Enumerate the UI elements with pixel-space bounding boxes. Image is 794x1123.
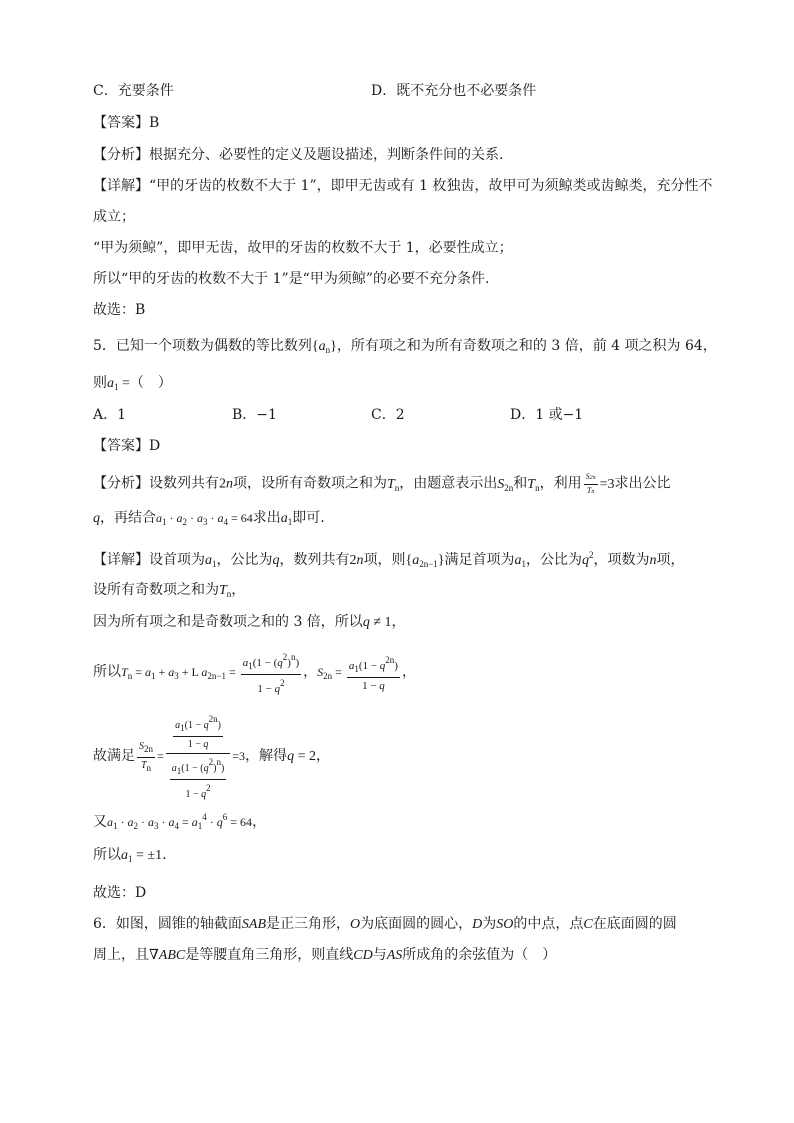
- text: 求出: [252, 510, 281, 526]
- text: 故满足: [93, 747, 135, 764]
- math-cd: CD: [353, 948, 373, 963]
- q5-option-c: C．2: [371, 407, 405, 423]
- q6-stem-1: [93, 914, 677, 935]
- math-n: n: [649, 553, 657, 568]
- text: 和: [513, 475, 528, 492]
- math-as: AS: [386, 948, 403, 963]
- math-q2: $q^2$: [582, 550, 594, 568]
- text: 项，: [656, 552, 685, 568]
- answer-label: 【答案】: [93, 438, 149, 454]
- q5-analysis-2: [93, 508, 325, 532]
- q5-detail-1: [93, 545, 685, 574]
- text: ，再结合: [100, 510, 156, 526]
- math-2n: 2n: [349, 553, 364, 568]
- math-q: q: [272, 553, 280, 568]
- text: .: [162, 847, 167, 863]
- q5-analysis-1: [93, 472, 671, 498]
- math-d: D: [472, 917, 483, 932]
- stem-text: ，所有项之和为所有奇数项之和的 3 倍，前 4 项之积为 64，: [336, 338, 717, 354]
- q5-answer: [93, 436, 160, 456]
- math-s2n-formula: $S_{2n}$ = $\frac{a_1(1 - q^{2n})}{1 - q}$: [317, 655, 398, 692]
- text: ，: [252, 814, 267, 830]
- analysis-text: 根据充分、必要性的定义及题设描述，判断条件间的关系.: [149, 147, 504, 163]
- text: ，: [315, 747, 330, 764]
- math-s2n: $S_{2n}$: [497, 476, 514, 493]
- option-d: D．既不充分也不必要条件: [371, 83, 537, 99]
- text: ，由题意表示出: [399, 475, 498, 492]
- stem-text: （ ）: [129, 375, 172, 391]
- text: 因为所有项之和是奇数项之和的 3 倍，所以: [93, 614, 363, 630]
- text: ，: [231, 582, 246, 598]
- math-tn: $T_n$: [219, 583, 232, 599]
- text: ，: [391, 614, 406, 630]
- text: 求出公比: [614, 475, 671, 492]
- q6-stem-2: [93, 945, 556, 966]
- math-seq: $\{a_n\}$: [311, 339, 337, 355]
- detail-text: “甲的牙齿的枚数不大于 1”，即甲无齿或有 1 枚独齿，故甲可为须鲸类或齿鲸类，充分性不: [149, 178, 713, 194]
- text: 设首项为: [149, 552, 205, 568]
- text: 即可.: [292, 510, 325, 526]
- q4-detail-3: “甲为须鲸”，即甲无齿，故甲的牙齿的枚数不大于 1，必要性成立；: [93, 240, 513, 256]
- math-q-eq-2: q = 2: [287, 748, 316, 764]
- text: 在底面圆的圆: [592, 916, 677, 932]
- q4-choice: 故选：B: [93, 302, 146, 318]
- math-a1: $a_1$: [280, 511, 293, 527]
- q5-stem-1: [93, 336, 717, 360]
- text: 与: [372, 947, 387, 963]
- text: ，项数为: [593, 552, 650, 568]
- q5-detail-3: [93, 612, 406, 633]
- q5-stem-2: [93, 373, 172, 397]
- text: 为底面圆的圆心，: [360, 916, 473, 932]
- text: 所成角的余弦值为（ ）: [402, 947, 557, 963]
- math-2n: 2n: [219, 476, 233, 492]
- stem-text: 5．已知一个项数为偶数的等比数列: [93, 338, 312, 354]
- text: 6．如图，圆锥的轴截面: [93, 916, 242, 932]
- math-q-neq-1: q ≠ 1: [362, 615, 392, 630]
- q5-option-b: B．−1: [232, 407, 277, 423]
- text: 又: [93, 814, 107, 830]
- math-a1: $a_1$ =: [107, 376, 130, 392]
- text: ，数列共有: [279, 552, 350, 568]
- math-triangle-abc: ∇ABC: [149, 948, 186, 963]
- text: ，公比为: [216, 552, 273, 568]
- math-q: q: [93, 511, 100, 526]
- math-c: C: [583, 917, 593, 932]
- text: 是正三角形，: [266, 916, 351, 932]
- math-odd-seq: $\{a_{2n-1}\}$: [405, 553, 445, 569]
- q4-detail-1: [93, 176, 712, 196]
- math-product-eq: $a_1 \cdot a_2 \cdot a_3 \cdot a_4 = a_1^4 \cdot q^6 = 64$: [107, 812, 253, 831]
- text: ，利用: [539, 475, 582, 492]
- q5-detail-2: [93, 580, 245, 604]
- math-sab: SAB: [241, 917, 267, 932]
- text: 所以: [93, 847, 121, 863]
- q5-choice: 故选：D: [93, 885, 147, 901]
- answer-label: 【答案】: [93, 115, 149, 131]
- text: 是等腰直角三角形，则直线: [185, 947, 354, 963]
- q5-detail-7: [93, 845, 167, 869]
- q4-answer: [93, 113, 159, 133]
- text: 项，设所有奇数项之和为: [233, 475, 387, 492]
- q5-option-d: D．1 或−1: [510, 407, 584, 423]
- math-o: O: [350, 917, 361, 932]
- math-product: $a_1 \cdot a_2 \cdot a_3 \cdot a_4 = 64$: [156, 511, 253, 527]
- text: 设数列共有: [149, 475, 219, 492]
- detail-label: 【详解】: [93, 178, 149, 194]
- math-tn: $T_n$: [387, 476, 400, 493]
- answer-value: D: [149, 438, 161, 454]
- text: 的中点，点: [513, 916, 584, 932]
- text: 所以: [93, 663, 121, 680]
- math-a1: $a_1$: [205, 553, 217, 569]
- text: 项，则: [363, 552, 406, 568]
- math-a1-result: $a_1 = \pm 1$: [121, 848, 163, 864]
- math-ratio-full: $\frac{S2n}{Tn}$ = $\frac{\frac{a1(1 - q2n)}{1 - q}}{\frac{a1(1 - (q2)n)}{1 - q2}}$ =3: [139, 714, 246, 800]
- analysis-label: 【分析】: [93, 147, 149, 163]
- math-ratio: $\frac{S2n}{Tn}$ =3: [585, 472, 615, 495]
- text: ，公比为: [526, 552, 583, 568]
- q5-detail-5: [93, 712, 330, 800]
- math-tn: $T_n$: [527, 476, 540, 493]
- option-c: C．充要条件: [93, 83, 174, 99]
- text: 为: [482, 916, 497, 932]
- text: 周上，且: [93, 947, 149, 963]
- q4-detail-4: 所以“甲的牙齿的枚数不大于 1”是“甲为须鲸”的必要不充分条件.: [93, 271, 490, 287]
- math-tn-formula: $T_n = a_1 + a_3 + L$ $a_{2n-1}$ = $\frac{a_1(1 - (q^2)^n)}{1 - q^2}$: [121, 652, 300, 695]
- answer-value: B: [149, 115, 160, 131]
- q4-detail-2: 成立；: [93, 209, 135, 225]
- q5-detail-4: 所以$T_n = a_1 + a_3 + L$ $a_{2n-1}$ = $\frac{a_1(1 - (q^2)^n)}{1 - q^2}$ ，$S_{2n}$ = $\frac{a_1(1 - q^{2n})}{1 - q}$ ，: [93, 652, 416, 695]
- stem-text: 则: [93, 375, 107, 391]
- math-so: SO: [496, 917, 514, 932]
- detail-label: 【详解】: [93, 552, 149, 568]
- text: 满足首项为: [444, 552, 515, 568]
- q5-detail-6: [93, 807, 266, 836]
- analysis-label: 【分析】: [93, 475, 149, 492]
- math-a1: $a_1$: [514, 553, 527, 569]
- text: ，解得: [245, 747, 288, 764]
- text: 设所有奇数项之和为: [93, 582, 219, 598]
- q4-analysis: [93, 145, 503, 165]
- q5-option-a: A．1: [93, 407, 127, 423]
